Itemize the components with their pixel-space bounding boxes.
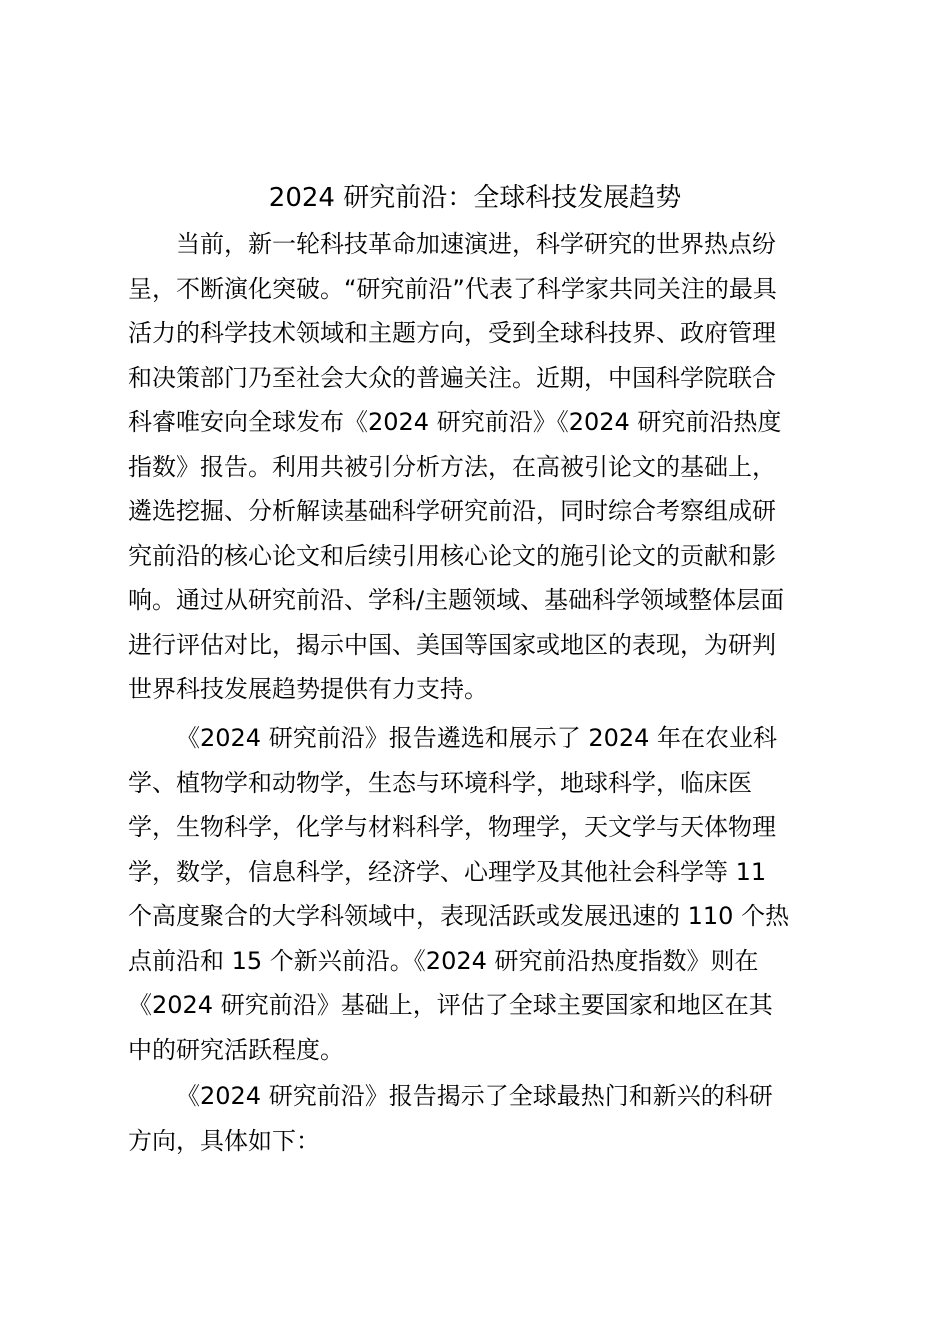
paragraph-line: 指数》报告。利用共被引分析方法，在高被引论文的基础上， [128,452,776,481]
paragraph-line: 科睿唯安向全球发布《2024 研究前沿》《2024 研究前沿热度 [128,408,782,436]
paragraph-line: 和决策部门乃至社会大众的普遍关注。近期，中国科学院联合 [128,363,776,392]
paragraph-line: 《2024 研究前沿》基础上，评估了全球主要国家和地区在其 [128,991,773,1019]
paragraph-line: 《2024 研究前沿》报告遴选和展示了 2024 年在农业科 [176,724,778,752]
paragraph-line: 进行评估对比，揭示中国、美国等国家或地区的表现，为研判 [128,630,776,659]
paragraph-line: 世界科技发展趋势提供有力支持。 [128,675,488,703]
paragraph-line: 中的研究活跃程度。 [128,1035,344,1064]
paragraph-line: 学、植物学和动物学，生态与环境科学，地球科学，临床医 [128,768,752,797]
paragraph-line: 当前，新一轮科技革命加速演进，科学研究的世界热点纷 [176,230,776,258]
paragraph-line: 点前沿和 15 个新兴前沿。《2024 研究前沿热度指数》则在 [128,946,759,975]
document-title: 2024 研究前沿：全球科技发展趋势 [268,183,682,213]
paragraph-line: 究前沿的核心论文和后续引用核心论文的施引论文的贡献和影 [128,541,776,570]
paragraph-line: 活力的科学技术领域和主题方向，受到全球科技界、政府管理 [128,319,776,347]
paragraph-line: 呈，不断演化突破。“研究前沿”代表了科学家共同关注的最具 [128,274,777,303]
paragraph-report-scope [128,716,828,1072]
paragraph-line: 学，数学，信息科学，经济学、心理学及其他社会科学等 11 [128,857,767,886]
paragraph-line: 遴选挖掘、分析解读基础科学研究前沿，同时综合考察组成研 [128,497,776,525]
paragraph-line: 学，生物科学，化学与材料科学，物理学，天文学与天体物理 [128,813,776,841]
paragraph-directions [128,1074,828,1163]
paragraph-line: 方向，具体如下： [128,1126,320,1155]
paragraph-line: 《2024 研究前沿》报告揭示了全球最热门和新兴的科研 [176,1082,773,1110]
paragraph-intro [128,222,828,712]
paragraph-line: 响。通过从研究前沿、学科/主题领域、基础科学领域整体层面 [128,586,785,614]
paragraph-line: 个高度聚合的大学科领域中，表现活跃或发展迅速的 110 个热 [128,902,790,930]
